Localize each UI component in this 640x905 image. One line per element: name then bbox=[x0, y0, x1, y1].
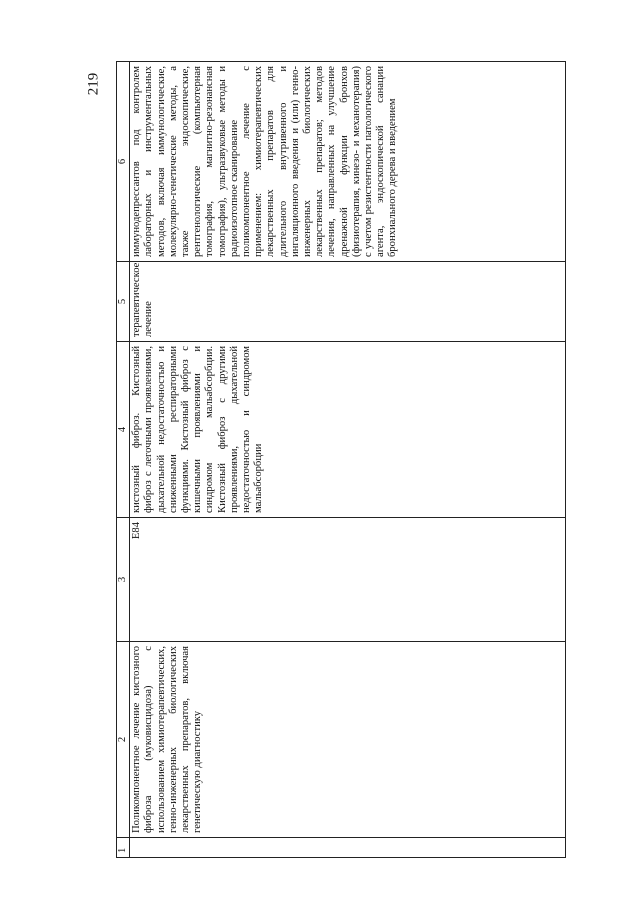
treatment-method-main: поликомпонентное лечение с применением: химиотерапевтических лекарственных препаратов для длительного внутривенного и ингаляционного введения и (или) генно-инженерных биологических лекарственных препаратов; методов лечения, направленных на улучшение дренажной функции бронхов (физиотерапия, кинезо- и механотерапия) с учетом резистентности патологического агента, эндоскопической санации бронхиального дерева и введением bbox=[241, 66, 399, 257]
header-col-4: 4 bbox=[117, 342, 130, 518]
header-row bbox=[117, 62, 130, 858]
table-row bbox=[130, 62, 566, 858]
cell-treatment-method bbox=[130, 62, 566, 262]
cell-icd-code: E84 bbox=[130, 518, 566, 642]
treatment-method-continued: иммунодепрессантов под контролем лабораторных и инструментальных методов, включая иммунологические, молекулярно-генетические методы, а также эндоскопические, рентгенологические (компьютерная томография, магнитно-резонансная томография), ультразвуковые методы и радиоизотопное сканирование bbox=[131, 66, 240, 257]
rotated-table-frame bbox=[116, 62, 566, 858]
page-number bbox=[82, 64, 106, 104]
cell-col-1 bbox=[130, 838, 566, 858]
header-col-1: 1 bbox=[117, 838, 130, 858]
header-col-5: 5 bbox=[117, 262, 130, 342]
cell-treatment-type: терапевтическое лечение bbox=[130, 262, 566, 342]
header-col-6: 6 bbox=[117, 62, 130, 262]
cell-method-name: Поликомпонентное лечение кистозного фиброза (муковисцидоза) с использованием химиотерапевтических, генно-инженерных биологических лекарственных препаратов, включая генетическую диагностику bbox=[130, 642, 566, 838]
header-col-2: 2 bbox=[117, 642, 130, 838]
cell-diagnosis: кистозный фиброз. Кистозный фиброз с легочными проявлениями, дыхательной недостаточностью и сниженными респираторными функциями. Кистозный фиброз с кишечными проявлениями и синдромом мальабсорбции. Кистозный фиброз с другими проявлениями, дыхательной недостаточностью и синдромом мальабсорбции bbox=[130, 342, 566, 518]
header-col-3: 3 bbox=[117, 518, 130, 642]
page-number-text: 219 bbox=[85, 72, 102, 96]
treatment-table bbox=[116, 61, 566, 858]
